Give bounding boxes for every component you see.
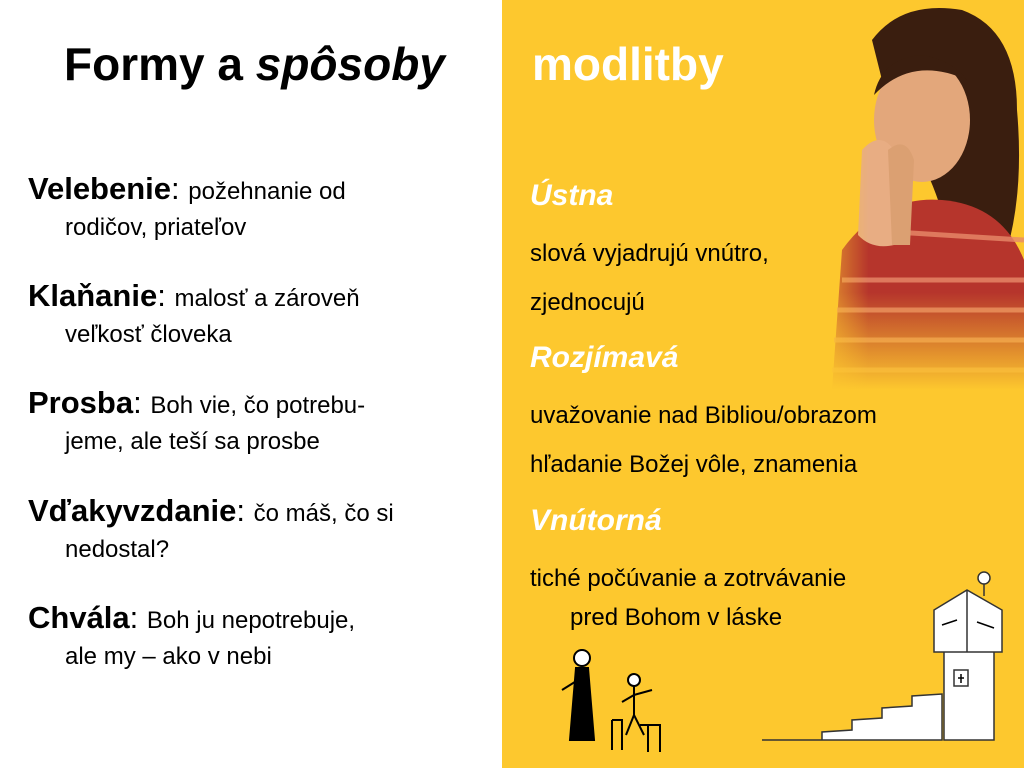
title-part1: Formy a	[64, 38, 256, 90]
form-desc-cont: rodičov, priateľov	[65, 214, 247, 241]
title-part2: spôsoby	[255, 38, 445, 90]
form-desc: malosť a zároveň	[174, 285, 360, 312]
form-term: Prosba	[28, 385, 134, 420]
praying-girl-photo	[802, 0, 1024, 390]
form-item-chvala: Chvála: Boh ju nepotrebuje, ale my – ako v nebi	[28, 599, 498, 674]
form-term: Velebenie	[28, 171, 172, 206]
title-part3: modlitby	[532, 38, 724, 90]
form-desc-cont: nedostal?	[65, 536, 170, 563]
way-line: hľadanie Božej vôle, znamenia	[530, 451, 858, 478]
form-desc-cont: ale my – ako v nebi	[65, 643, 272, 670]
form-term: Vďakyvzdanie	[28, 493, 237, 528]
way-heading-rozjimava: Rozjímavá	[530, 341, 679, 374]
form-item-prosba: Prosba: Boh vie, čo potrebu- jeme, ale teší sa prosbe	[28, 384, 498, 459]
way-line: tiché počúvanie a zotrvávanie	[530, 565, 847, 592]
way-line: uvažovanie nad Bibliou/obrazom	[530, 402, 877, 429]
form-desc: čo máš, čo si	[253, 500, 394, 527]
form-item-velebenie: Velebenie: požehnanie od rodičov, priateľov	[28, 170, 498, 245]
form-item-vdakyvzdanie: Vďakyvzdanie: čo máš, čo si nedostal?	[28, 492, 498, 567]
form-desc: Boh ju nepotrebuje,	[146, 607, 356, 634]
priest-and-child-drawing	[552, 640, 662, 760]
form-term: Klaňanie	[28, 278, 158, 313]
stairs-to-altar-drawing	[762, 570, 1022, 750]
form-item-klananie: Klaňanie: malosť a zároveň veľkosť človeka	[28, 277, 498, 352]
form-desc-cont: jeme, ale teší sa prosbe	[65, 428, 320, 455]
way-line: pred Bohom v láske	[570, 604, 783, 631]
way-heading-vnutorna: Vnútorná	[530, 504, 662, 537]
form-desc: požehnanie od	[188, 178, 346, 205]
page-title	[64, 36, 445, 92]
way-heading-ustna: Ústna	[530, 179, 614, 212]
form-desc-cont: veľkosť človeka	[65, 321, 232, 348]
form-term: Chvála	[28, 600, 130, 635]
right-panel	[502, 0, 1024, 768]
way-line: slová vyjadrujú vnútro,	[530, 240, 769, 267]
form-desc: Boh vie, čo potrebu-	[150, 392, 366, 419]
way-line: zjednocujú	[530, 289, 645, 316]
